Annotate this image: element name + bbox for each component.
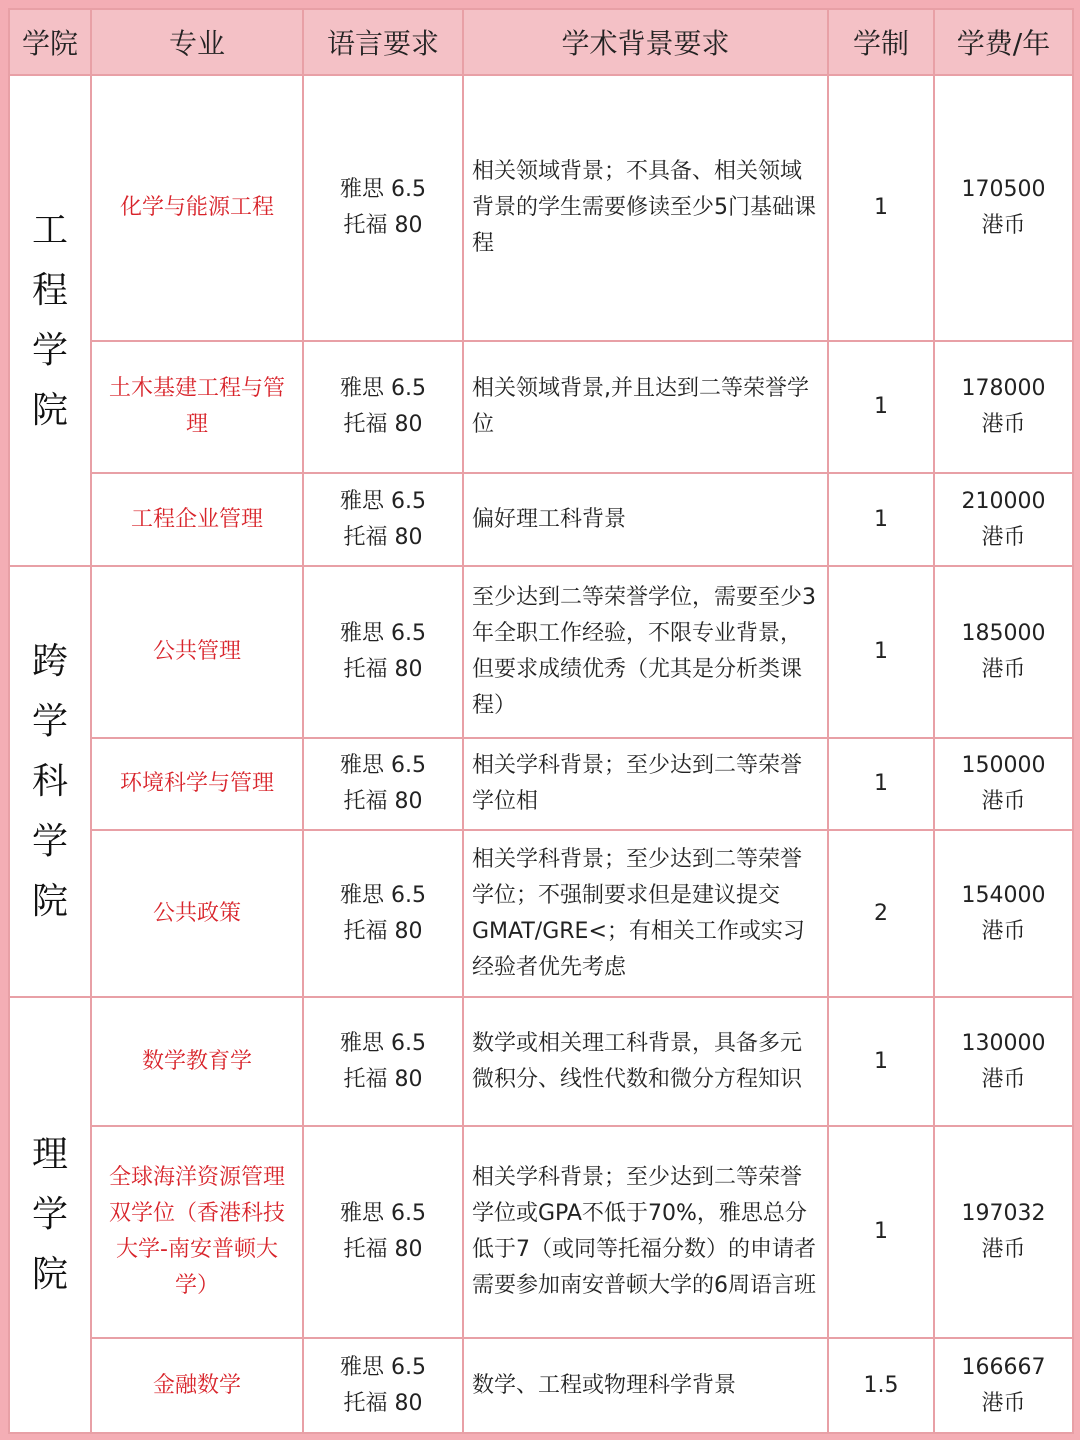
header-duration: 学制 (828, 9, 934, 75)
background-cell: 数学或相关理工科背景，具备多元微积分、线性代数和微分方程知识 (463, 997, 828, 1126)
toefl-requirement: 托福 80 (343, 918, 423, 944)
ielts-requirement: 雅思 6.5 (340, 1030, 426, 1056)
fee-currency: 港币 (981, 918, 1026, 944)
fee-cell (934, 997, 1073, 1126)
header-college: 学院 (9, 9, 91, 75)
major-cell: 数学教育学 (91, 997, 303, 1126)
language-cell (303, 1126, 463, 1338)
college-name: 工程学院 (31, 209, 68, 431)
table-row (9, 473, 1073, 566)
fee-cell (934, 341, 1073, 473)
major-cell: 化学与能源工程 (91, 75, 303, 341)
background-cell: 相关学科背景；至少达到二等荣誉学位；不强制要求但是建议提交GMAT/GRE<；有相关工作或实习经验者优先考虑 (463, 830, 828, 997)
toefl-requirement: 托福 80 (343, 412, 423, 437)
college-cell (9, 997, 91, 1433)
ielts-requirement: 雅思 6.5 (340, 1354, 426, 1380)
fee-currency: 港币 (981, 1066, 1026, 1092)
header-major: 专业 (91, 9, 303, 75)
major-cell: 全球海洋资源管理双学位（香港科技大学-南安普顿大学） (91, 1126, 303, 1338)
language-cell (303, 75, 463, 341)
major-cell: 公共管理 (91, 566, 303, 738)
major-cell: 金融数学 (91, 1338, 303, 1433)
major-cell: 公共政策 (91, 830, 303, 997)
program-table-container (8, 8, 1072, 1432)
fee-currency: 港币 (981, 657, 1026, 682)
fee-currency: 港币 (981, 213, 1026, 238)
ielts-requirement: 雅思 6.5 (340, 488, 426, 514)
duration-cell: 2 (828, 830, 934, 997)
background-cell: 至少达到二等荣誉学位，需要至少3年全职工作经验，不限专业背景，但要求成绩优秀（尤其是分析类课程） (463, 566, 828, 738)
ielts-requirement: 雅思 6.5 (340, 882, 426, 908)
language-cell (303, 1338, 463, 1433)
college-name: 跨学科学院 (31, 640, 68, 922)
toefl-requirement: 托福 80 (343, 789, 423, 814)
toefl-requirement: 托福 80 (343, 524, 423, 550)
duration-cell: 1 (828, 566, 934, 738)
fee-cell (934, 75, 1073, 341)
toefl-requirement: 托福 80 (343, 657, 423, 682)
fee-amount: 150000 (961, 753, 1046, 778)
table-row (9, 738, 1073, 830)
duration-cell: 1 (828, 341, 934, 473)
toefl-requirement: 托福 80 (343, 213, 423, 238)
fee-amount: 210000 (961, 488, 1046, 514)
duration-cell: 1.5 (828, 1338, 934, 1433)
language-cell (303, 738, 463, 830)
table-row (9, 75, 1073, 341)
major-cell: 土木基建工程与管理 (91, 341, 303, 473)
fee-amount: 197032 (961, 1201, 1046, 1226)
ielts-requirement: 雅思 6.5 (340, 376, 426, 401)
fee-currency: 港币 (981, 789, 1026, 814)
major-cell: 环境科学与管理 (91, 738, 303, 830)
table-row (9, 1126, 1073, 1338)
fee-currency: 港币 (981, 524, 1026, 550)
background-cell: 数学、工程或物理科学背景 (463, 1338, 828, 1433)
program-table (8, 8, 1074, 1434)
duration-cell: 1 (828, 473, 934, 566)
fee-amount: 166667 (961, 1354, 1046, 1380)
fee-amount: 185000 (961, 621, 1046, 646)
language-cell (303, 830, 463, 997)
fee-currency: 港币 (981, 412, 1026, 437)
fee-currency: 港币 (981, 1237, 1026, 1262)
header-background: 学术背景要求 (463, 9, 828, 75)
fee-amount: 178000 (961, 376, 1046, 401)
fee-cell (934, 830, 1073, 997)
fee-cell (934, 473, 1073, 566)
fee-cell (934, 1126, 1073, 1338)
header-row (9, 9, 1073, 75)
toefl-requirement: 托福 80 (343, 1066, 423, 1092)
background-cell: 偏好理工科背景 (463, 473, 828, 566)
ielts-requirement: 雅思 6.5 (340, 621, 426, 646)
fee-amount: 130000 (961, 1030, 1046, 1056)
language-cell (303, 473, 463, 566)
fee-amount: 170500 (961, 177, 1046, 202)
background-cell: 相关领域背景,并且达到二等荣誉学位 (463, 341, 828, 473)
header-language: 语言要求 (303, 9, 463, 75)
language-cell (303, 997, 463, 1126)
ielts-requirement: 雅思 6.5 (340, 177, 426, 202)
toefl-requirement: 托福 80 (343, 1390, 423, 1416)
fee-cell (934, 566, 1073, 738)
ielts-requirement: 雅思 6.5 (340, 1201, 426, 1226)
table-row (9, 997, 1073, 1126)
table-row (9, 566, 1073, 738)
background-cell: 相关学科背景；至少达到二等荣誉学位或GPA不低于70%，雅思总分低于7（或同等托福分数）的申请者需要参加南安普顿大学的6周语言班 (463, 1126, 828, 1338)
college-cell (9, 566, 91, 997)
toefl-requirement: 托福 80 (343, 1237, 423, 1262)
language-cell (303, 566, 463, 738)
duration-cell: 1 (828, 738, 934, 830)
fee-cell (934, 738, 1073, 830)
background-cell: 相关学科背景；至少达到二等荣誉学位相 (463, 738, 828, 830)
major-cell: 工程企业管理 (91, 473, 303, 566)
table-row (9, 341, 1073, 473)
duration-cell: 1 (828, 75, 934, 341)
table-row (9, 830, 1073, 997)
duration-cell: 1 (828, 997, 934, 1126)
fee-cell (934, 1338, 1073, 1433)
ielts-requirement: 雅思 6.5 (340, 753, 426, 778)
college-name: 理学院 (31, 1134, 68, 1295)
language-cell (303, 341, 463, 473)
fee-currency: 港币 (981, 1390, 1026, 1416)
duration-cell: 1 (828, 1126, 934, 1338)
fee-amount: 154000 (961, 882, 1046, 908)
background-cell: 相关领域背景；不具备、相关领域背景的学生需要修读至少5门基础课程 (463, 75, 828, 341)
header-fee: 学费/年 (934, 9, 1073, 75)
college-cell (9, 75, 91, 566)
table-row (9, 1338, 1073, 1433)
